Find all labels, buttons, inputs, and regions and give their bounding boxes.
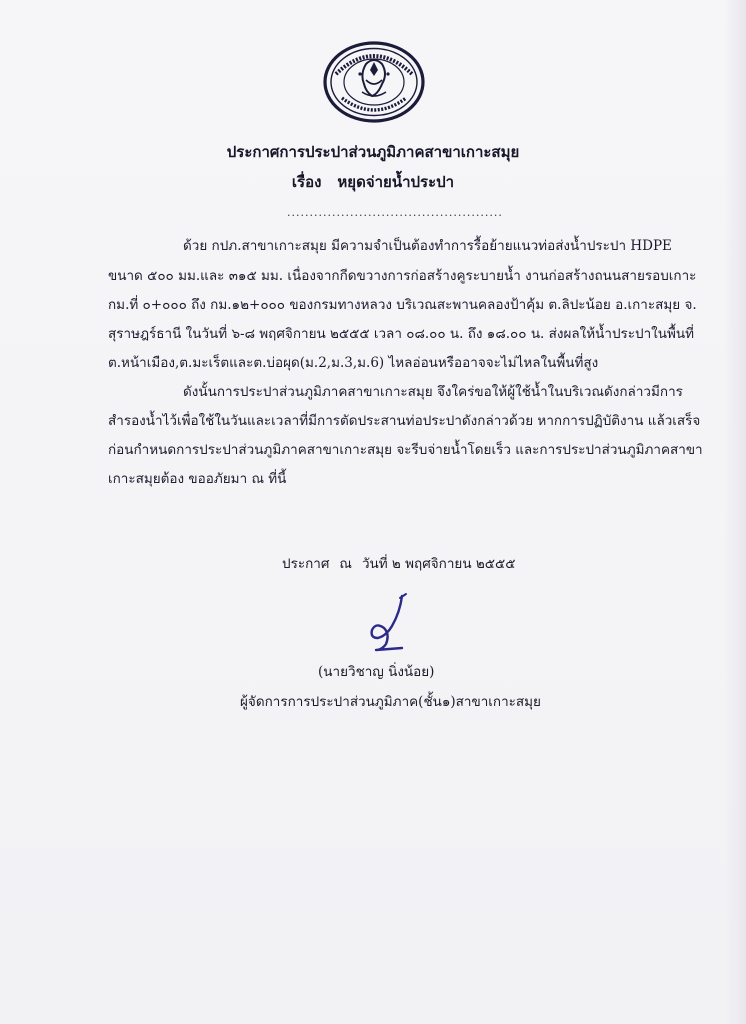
announcement-date: วันที่ ๒ พฤศจิกายน ๒๕๕๕ xyxy=(361,556,516,572)
announcement-date-line xyxy=(282,552,515,574)
body-line-6: ดังนั้นการประปาส่วนภูมิภาคสาขาเกาะสมุย จึงใคร่ขอให้ผู้ใช้น้ำในบริเวณดังกล่าวมีการ xyxy=(183,384,683,400)
announcement-subject xyxy=(0,170,746,194)
announcement-title: ประกาศการประปาส่วนภูมิภาคสาขาเกาะสมุย xyxy=(226,143,520,161)
signer-position: ผู้จัดการการประปาส่วนภูมิภาค(ชั้น๑)สาขาเกาะสมุย xyxy=(240,694,541,710)
body-line-1: ด้วย กปภ.สาขาเกาะสมุย มีความจำเป็นต้องทำการรื้อย้ายแนวท่อส่งน้ำประปา HDPE xyxy=(183,238,672,254)
body-line-8: ก่อนกำหนดการประปาส่วนภูมิภาคสาขาเกาะสมุย จะรีบจ่ายน้ำโดยเร็ว และการประปาส่วนภูมิภาคสาขา xyxy=(108,442,703,458)
subject-text: หยุดจ่ายน้ำประปา xyxy=(337,173,455,191)
announce-label: ประกาศ xyxy=(282,556,330,572)
provincial-waterworks-authority-seal-icon xyxy=(322,40,426,124)
handwritten-signature-icon xyxy=(362,592,414,654)
body-line-3: กม.ที่ ๐+๐๐๐ ถึง กม.๑๒+๐๐๐ ของกรมทางหลวง บริเวณสะพานคลองป้าคุ้ม ต.ลิปะน้อย อ.เกาะสมุย จ. xyxy=(108,297,697,313)
body-line-4: สุราษฎร์ธานี ในวันที่ ๖-๘ พฤศจิกายน ๒๕๕๕ เวลา ๐๘.๐๐ น. ถึง ๑๘.๐๐ น. ส่งผลให้น้ำประปาในพื้นที่ xyxy=(108,326,695,342)
dotted-separator: ................................................ xyxy=(287,206,503,219)
signer-name: (นายวิชาญ นิ่งน้อย) xyxy=(318,664,435,680)
body-line-7: สำรองน้ำไว้เพื่อใช้ในวันและเวลาที่มีการตัดประสานท่อประปาดังกล่าวด้วย หากการปฏิบัติงาน แล้วเสร็จ xyxy=(108,413,701,429)
body-line-2: ขนาด ๕๐๐ มม.และ ๓๑๕ มม. เนื่องจากกีดขวางการก่อสร้างคูระบายน้ำ งานก่อสร้างถนนสายรอบเกาะ xyxy=(108,268,697,284)
at-label: ณ xyxy=(339,556,352,572)
subject-label: เรื่อง xyxy=(291,173,322,191)
body-line-9: เกาะสมุยต้อง ขออภัยมา ณ ที่นี้ xyxy=(108,471,287,487)
body-line-5: ต.หน้าเมือง,ต.มะเร็ตและต.บ่อผุด(ม.2,ม.3,ม.6) ไหลอ่อนหรืออาจจะไม่ไหลในพื้นที่สูง xyxy=(108,355,599,371)
